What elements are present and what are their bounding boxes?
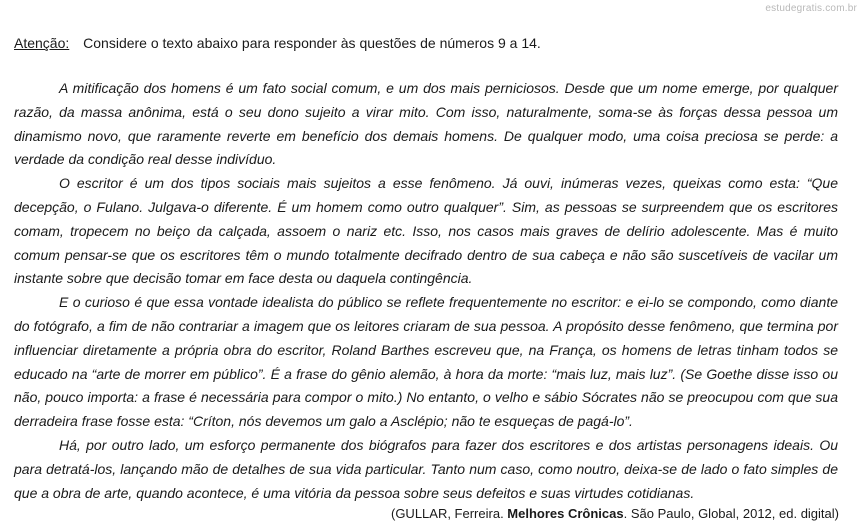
citation-author: (GULLAR, Ferreira. [390, 506, 508, 521]
instruction-text: Considere o texto abaixo para responder às questões de números 9 a 14. [83, 35, 541, 51]
paragraph-4: Há, por outro lado, um esforço permanente dos biógrafos para fazer dos escritores e dos artistas personagens ideais. Ou para detratá-los, lançando mão de detalhes de sua vida particular. Tanto num caso, como noutro, deixa-se de lado o fato simples de que a obra de arte, quando acontece, é uma vitória da pessoa sobre seus defeitos e suas virtudes cotidianas. [14, 436, 838, 501]
attention-label: Atenção: [14, 35, 70, 51]
paragraph-3: E o curioso é que essa vontade idealista do público se reflete frequentemente no escritor: e ei-lo se compondo, como diante do fotógrafo, a fim de não contrariar a imagem que os leitores criaram de sua pessoa. A propósito desse fenômeno, que termina por influenciar diretamente a própria obra do escritor, Roland Barthes escreveu que, na França, os homens de letras tinham todos se educado na “arte de morrer em público”. É a frase do gênio alemão, à hora da morte: “mais luz, mais luz”. (Se Goethe disse isso ou não, pouco importa: a frase é necessária para compor o mito.) No entanto, o velho e sábio Sócrates não se preocupou com que sua derradeira frase fosse esta: “Críton, nós devemos um galo a Asclépio; não te esqueças de pagá-lo”. [14, 294, 838, 430]
paragraph-2: O escritor é um dos tipos sociais mais sujeitos a esse fenômeno. Já ouvi, inúmeras vezes, queixas como esta: “Que decepção, o Fulano. Julgava-o diferente. É um homem como outro qualquer”. Sim, as pessoas se surpreendem que os escritores comam, tropecem no beiço da calçada, assoem o nariz etc. Isso, nos casos mais graves de delírio adolescente. Mas é muito comum pensar-se que os escritores têm o mundo totalmente decifrado dentro de sua cabeça e não são suscetíveis de vacilar um instante sobre que decisão tomar em face desta ou daquela contingência. [14, 175, 838, 287]
citation-book-title: Melhores Crônicas [507, 506, 624, 521]
citation-publication: . São Paulo, Global, 2012, ed. digital) [623, 506, 839, 521]
paragraph-1: A mitificação dos homens é um fato social comum, e um dos mais perniciosos. Desde que um nome emerge, por qualquer razão, da massa anônima, está o seu dono sujeito a virar mito. Com isso, naturalmente, soma-se às forças dessa pessoa um dinamismo novo, que raramente reverte em benefício dos demais homens. De qualquer modo, uma coisa preciosa se perde: a verdade da condição real desse indivíduo. [14, 80, 838, 168]
site-watermark: estudegratis.com.br [765, 3, 857, 14]
instruction-heading [14, 33, 541, 53]
chronicle-text [14, 77, 838, 505]
source-citation [391, 505, 839, 523]
